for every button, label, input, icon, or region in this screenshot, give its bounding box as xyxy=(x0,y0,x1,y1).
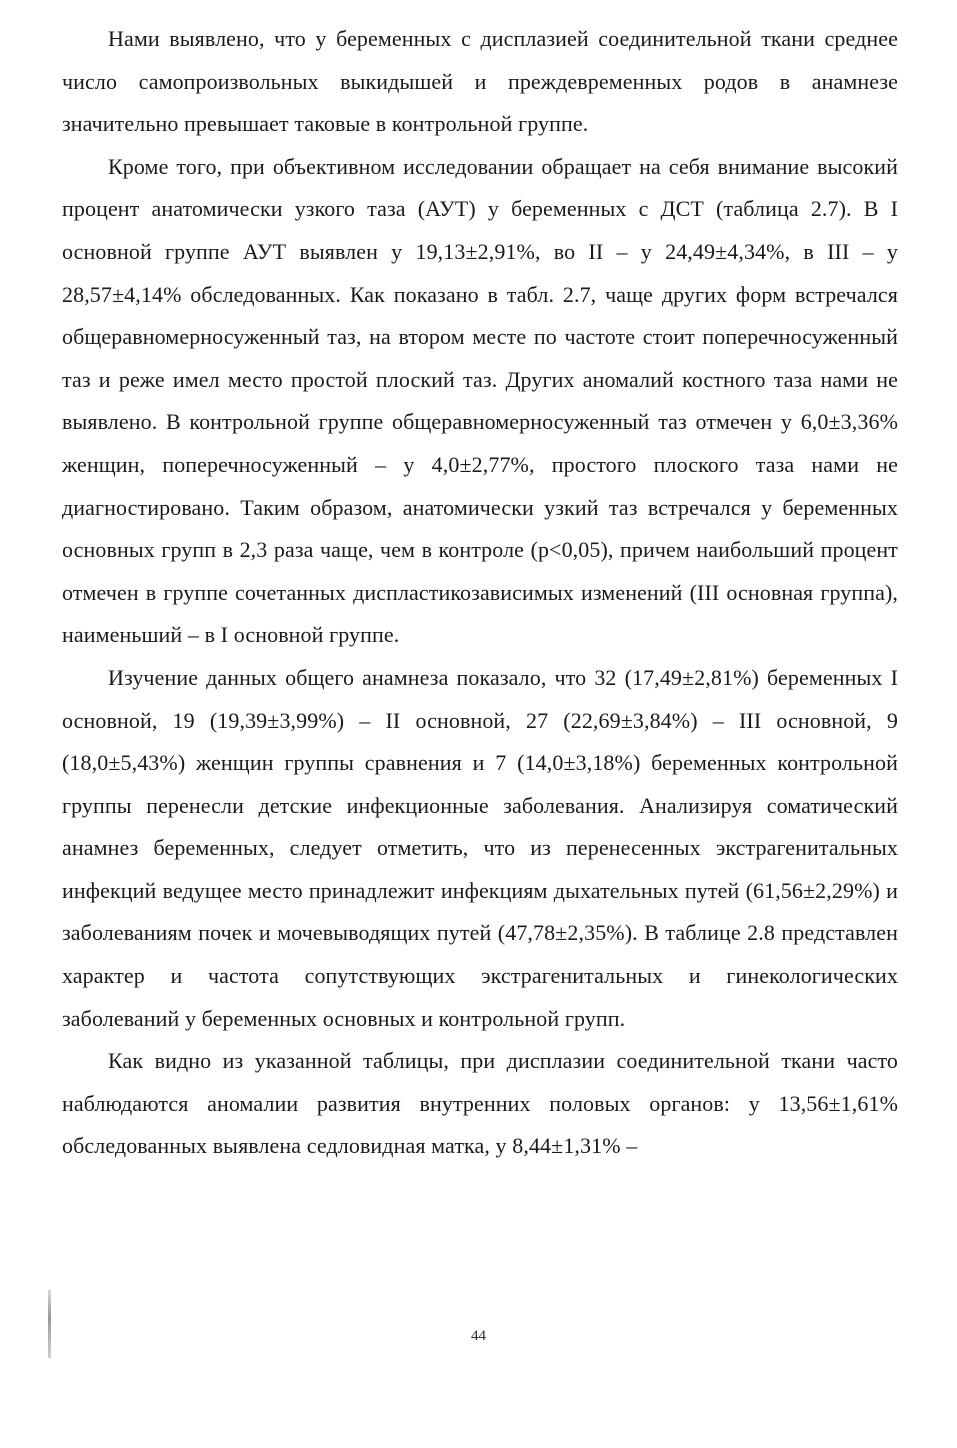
scan-edge-mark xyxy=(48,1290,51,1358)
paragraph-3: Изучение данных общего анамнеза показало, что 32 (17,49±2,81%) беременных I основной, 19 (19,39±3,99%) – II основной, 27 (22,69±3,84%) – III основной, 9 (18,0±5,43%) женщин группы сравнения и 7 (14,0±3,18%) беременных контрольной группы перенесли детские инфекционные заболевания. Анализируя соматический анамнез беременных, следует отметить, что из перенесенных экстрагенитальных инфекций ведущее место принадлежит инфекциям дыхательных путей (61,56±2,29%) и заболеваниям почек и мочевыводящих путей (47,78±2,35%). В таблице 2.8 представлен характер и частота сопутствующих экстрагенитальных и гинекологических заболеваний у беременных основных и контрольной групп. xyxy=(62,664,898,1031)
body-text xyxy=(62,18,898,1168)
paragraph-1: Нами выявлено, что у беременных с дисплазией соединительной ткани среднее число самопроизвольных выкидышей и преждевременных родов в анамнезе значительно превышает таковые в контрольной группе. xyxy=(62,26,898,137)
page-number: 44 xyxy=(471,1328,486,1344)
paragraph-4: Как видно из указанной таблицы, при дисплазии соединительной ткани часто наблюдаются аномалии развития внутренних половых органов: у 13,56±1,61% обследованных выявлена седловидная матка, у 8,44±1,31% – xyxy=(62,1048,898,1159)
paragraph-2: Кроме того, при объективном исследовании обращает на себя внимание высокий процент анатомически узкого таза (АУТ) у беременных с ДСТ (таблица 2.7). В I основной группе АУТ выявлен у 19,13±2,91%, во II – у 24,49±4,34%, в III – у 28,57±4,14% обследованных. Как показано в табл. 2.7, чаще других форм встречался общеравномерносуженный таз, на втором месте по частоте стоит поперечносуженный таз и реже имел место простой плоский таз. Других аномалий костного таза нами не выявлено. В контрольной группе общеравномерносуженный таз отмечен у 6,0±3,36% женщин, поперечносуженный – у 4,0±2,77%, простого плоского таза нами не диагностировано. Таким образом, анатомически узкий таз встречался у беременных основных групп в 2,3 раза чаще, чем в контроле (p<0,05), причем наибольший процент отмечен в группе сочетанных диспластикозависимых изменений (III основная группа), наименьший – в I основной группе. xyxy=(62,153,898,648)
